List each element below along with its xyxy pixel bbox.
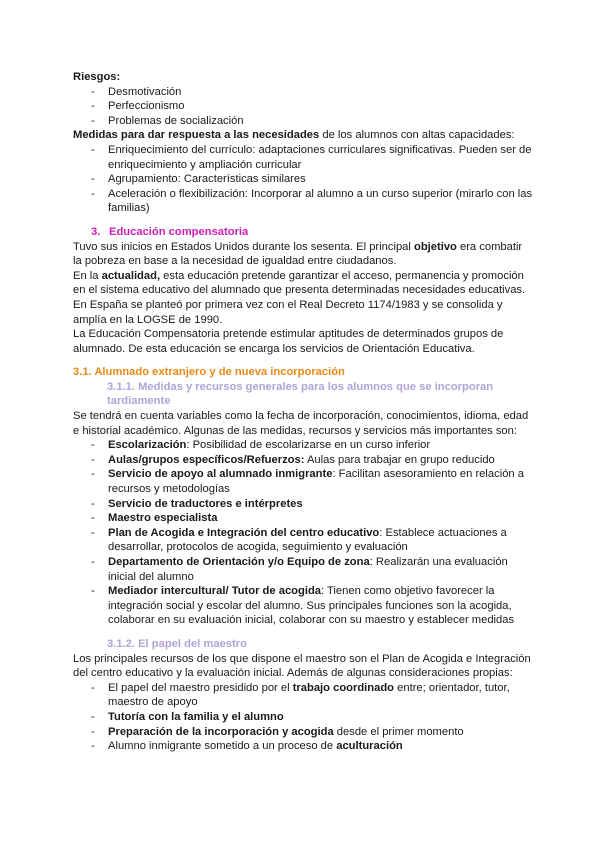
- list-item: - Agrupamiento: Características similares: [108, 172, 533, 187]
- list-item: - Servicio de traductores e intérpretes: [108, 497, 533, 512]
- list-item: - Enriquecimiento del currículo: adaptaciones curriculares significativas. Pueden ser de enriquecimiento y ampliación curricular: [108, 143, 533, 172]
- riesgos-heading: Riesgos:: [73, 71, 121, 83]
- section-3-1-1-list: [73, 438, 533, 628]
- section-3-paragraph-3: La Educación Compensatoria pretende estimular aptitudes de determinados grupos de alumnado. De esta educación se encarga los servicios de Orientación Educativa.: [73, 328, 504, 355]
- list-item: - Aceleración o flexibilización: Incorporar al alumno a un curso superior (mirarlo con las familias): [108, 187, 533, 216]
- section-3-1-heading: 3.1. Alumnado extranjero y de nueva incorporación: [73, 366, 345, 379]
- list-item: - Problemas de socialización: [108, 114, 533, 129]
- medidas-list: [73, 143, 533, 216]
- riesgos-list: [73, 85, 533, 129]
- section-3-paragraph-2: En la actualidad, esta educación pretende garantizar el acceso, permanencia y promoción en el sistema educativo del alumnado que presenta determinadas necesidades educativas. En España se planteó por primera vez con el Real Decreto 1174/1983 y se consolida y amplía en la LOGSE de 1990.: [73, 269, 526, 326]
- list-item: - Departamento de Orientación y/o Equipo de zona: Realizarán una evaluación inicial del alumno: [108, 555, 533, 584]
- list-item: - Escolarización: Posibilidad de escolarizarse en un curso inferior: [108, 438, 533, 453]
- section-3-1-2-intro: Los principales recursos de los que dispone el maestro son el Plan de Acogida e Integración del centro educativo y la evaluación inicial. Además de algunas consideraciones propias:: [73, 652, 531, 680]
- list-item: - Plan de Acogida e Integración del centro educativo: Establece actuaciones a desarrollar, protocolos de acogida, seguimiento y evaluación: [108, 526, 533, 555]
- section-3-1-1-heading: 3.1.1. Medidas y recursos generales para los alumnos que se incorporan tardiamente: [107, 380, 494, 408]
- list-item: - Alumno inmigrante sometido a un proceso de aculturación: [108, 739, 533, 754]
- list-item: - Preparación de la incorporación y acogida desde el primer momento: [108, 725, 533, 740]
- section-3-1-1-intro: Se tendrá en cuenta variables como la fecha de incorporación, conocimientos, idioma, edad e historial académico. Algunas de las medidas, recursos y servicios más importantes son:: [73, 410, 529, 437]
- list-item: - Mediador intercultural/ Tutor de acogida: Tienen como objetivo favorecer la integración social y escolar del alumno. Sus principales funciones son la acogida, colaborar en su evaluación inicial, colaborar con su maestro y establecer medidas: [108, 584, 533, 628]
- section-3-heading: 3. Educación compensatoria: [91, 225, 249, 238]
- section-3-paragraph-1: Tuvo sus inicios en Estados Unidos durante los sesenta. El principal objetivo era combatir la pobreza en base a la necesidad de igualdad entre ciudadanos.: [73, 240, 523, 268]
- medidas-heading: Medidas para dar respuesta a las necesidades de los alumnos con altas capacidades:: [73, 129, 515, 142]
- list-item: - Servicio de apoyo al alumnado inmigrante: Facilitan asesoramiento en relación a recursos y metodologías: [108, 467, 533, 496]
- list-item: - Aulas/grupos específicos/Refuerzos: Aulas para trabajar en grupo reducido: [108, 453, 533, 468]
- section-3-1-2-list: [73, 681, 533, 754]
- list-item: - El papel del maestro presidido por el trabajo coordinado entre; orientador, tutor, maestro de apoyo: [108, 681, 533, 710]
- list-item: - Maestro especialista: [108, 511, 533, 526]
- list-item: - Tutoría con la familia y el alumno: [108, 710, 533, 725]
- document-page: [73, 70, 533, 754]
- section-3-1-2-heading: 3.1.2. El papel del maestro: [107, 637, 247, 650]
- list-item: - Desmotivación: [108, 85, 533, 100]
- list-item: - Perfeccionismo: [108, 99, 533, 114]
